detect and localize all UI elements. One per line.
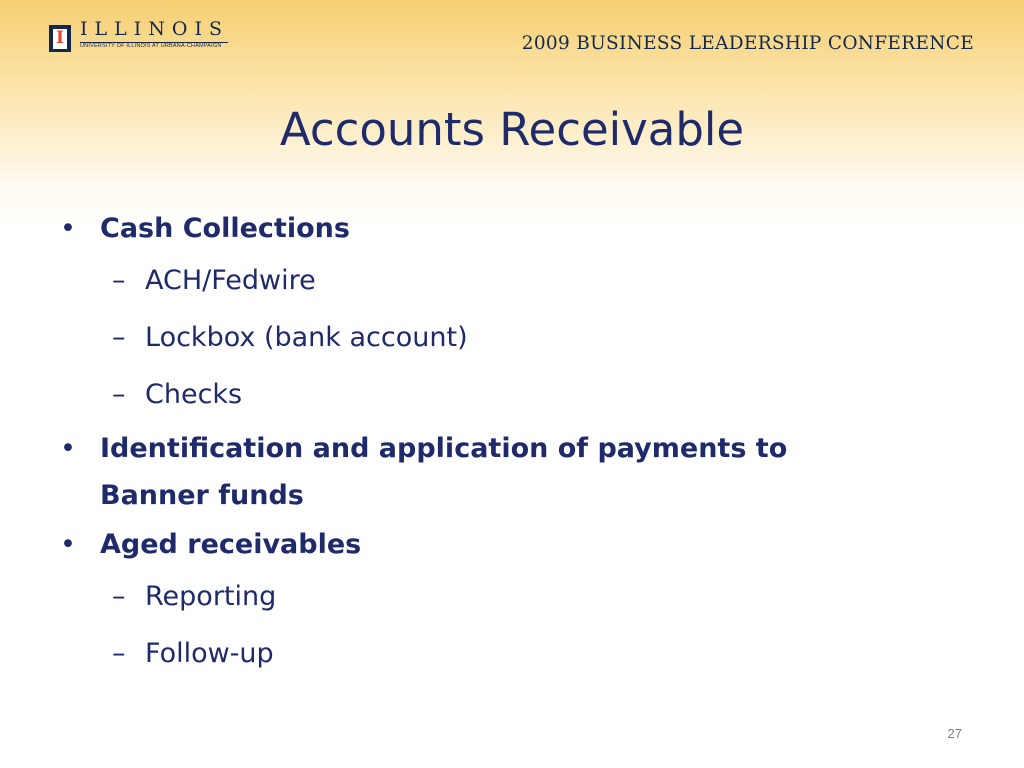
bullet-text: Identification and application of payments to Banner funds [100,433,788,511]
bullet-item [60,521,960,568]
logo-wordmark: ILLINOIS [80,18,229,40]
slide-content [60,205,960,682]
slide-header [0,0,1024,70]
sub-text: Follow-up [145,638,274,669]
sub-item [60,252,960,309]
bullet-marker: • [60,529,76,560]
bullet-text: Aged receivables [100,529,362,560]
sub-item [60,568,960,625]
slide-title: Accounts Receivable [279,103,745,156]
bullet-text: Cash Collections [100,213,350,244]
sub-text: Reporting [145,581,277,612]
sub-text: Lockbox (bank account) [145,322,468,353]
logo-initial: I [56,28,64,48]
sub-marker: – [112,379,126,410]
conference-title: 2009 BUSINESS LEADERSHIP CONFERENCE [521,33,974,54]
bullet-item [60,205,960,252]
sub-text: ACH/Fedwire [145,265,316,296]
sub-item [60,625,960,682]
logo-subtitle: UNIVERSITY OF ILLINOIS AT URBANA-CHAMPAIGN [80,43,222,49]
sub-text: Checks [145,379,243,410]
page-number: 27 [947,726,962,741]
bullet-marker: • [60,213,76,244]
sub-marker: – [112,265,126,296]
sub-item [60,366,960,423]
sub-item [60,309,960,366]
sub-marker: – [112,322,126,353]
bullet-item [60,425,880,519]
sub-marker: – [112,638,126,669]
sub-marker: – [112,581,126,612]
bullet-marker: • [60,433,76,464]
illinois-logo-icon [49,25,71,52]
